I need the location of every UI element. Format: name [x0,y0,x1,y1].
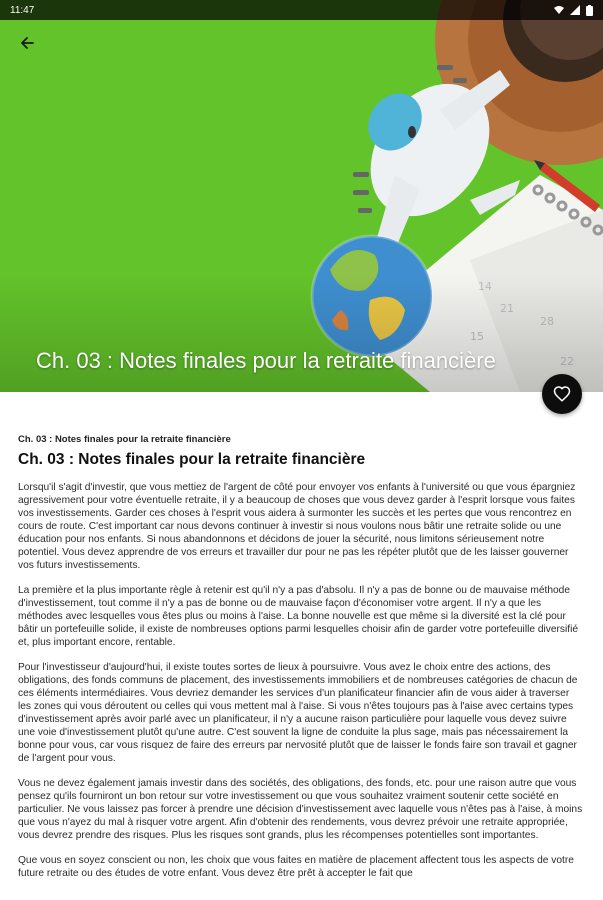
heart-outline-icon [553,385,571,403]
article-content [18,434,584,892]
favorite-button[interactable] [542,374,582,414]
hero-image [0,0,603,392]
article-paragraph: Pour l'investisseur d'aujourd'hui, il existe toutes sortes de lieux à poursuivre. Vous avez le choix entre des actions, des obligations, des fonds communs de placement, des investissements immobiliers et de nombreuses catégories de chacun de ces éléments intermédiaires. Vous devriez demander les services d'un planificateur financier afin de vous aider à traverser les zones qui vous déroutent ou celles qui vous mettent mal à l'aise. Si vous n'êtes toujours pas à l'aise avec certains types d'investissement après avoir parlé avec un planificateur, il n'y a aucune raison particulière pour laquelle vous devez suivre une voie d'investissement plutôt qu'une autre. C'est souvent la ligne de conduite la plus sage, mais pas nécessairement la bonne pour vous, car vous risquez de faire des erreurs par nervosité plutôt que de laisser le fonds faire son travail et gagner de l'argent pour vous. [18,662,578,764]
hero-title: Ch. 03 : Notes finales pour la retraite financière [36,348,496,373]
back-button[interactable] [14,30,40,56]
travel-photo-illustration [0,0,603,392]
arrow-left-icon [20,36,34,50]
breadcrumb: Ch. 03 : Notes finales pour la retraite financière [18,434,231,445]
article-title: Ch. 03 : Notes finales pour la retraite financière [18,451,366,468]
battery-icon [586,5,593,16]
wifi-icon [554,5,564,15]
signal-icon [570,5,580,15]
status-bar [0,0,603,20]
article-paragraph: Que vous en soyez conscient ou non, les choix que vous faites en matière de placement affectent tous les aspects de votre future retraite ou des études de votre enfant. Vous devez être prêt à accepter le fait que [18,855,574,879]
article-paragraph: La première et la plus importante règle à retenir est qu'il n'y a pas d'absolu. Il n'y a pas de bonne ou de mauvaise méthode d'investissement, tout comme il n'y a pas de bonne ou de mauvaise façon d'économiser votre argent. Il n'y a que les méthodes avec lesquelles vous êtes plus ou moins à l'aise. La bonne nouvelle est que même si la diversité est la clé pour bâtir un portefeuille solide, il existe de nombreuses options parmi lesquelles choisir afin de garder votre portefeuille diversifié et, plus important encore, rentable. [18,585,579,648]
status-icons [554,5,593,16]
status-time: 11:47 [10,4,35,16]
article-paragraph: Vous ne devez également jamais investir dans des sociétés, des obligations, des fonds, etc. pour une raison autre que vous pensez qu'ils fourniront un bon retour sur votre investissement ou que vous souhaitez vraiment soutenir cette société en particulier. Ne vous laissez pas forcer à prendre une décision d'investissement avec laquelle vous n'êtes pas à l'aise, à moins que vous n'ayez du mal à risquer votre argent. Afin d'obtenir des rendements, vous devrez prévoir une retraite appropriée, vous devrez prendre des risques. Plus les risques sont grands, plus les récompenses potentielles sont importantes. [18,778,583,841]
article-paragraph: Lorsqu'il s'agit d'investir, que vous mettiez de l'argent de côté pour envoyer vos enfants à l'université ou que vous épargniez agressivement pour votre éventuelle retraite, il y a beaucoup de choses que vous devez garder à l'esprit lorsque vous faites vos investissements. Garder ces choses à l'esprit vous aidera à surmonter les succès et les pertes que vous rencontrez en cours de route. C'est important car nous devons continuer à investir si nous voulons nous bâtir une retraite solide ou une éducation pour nos enfants. Si nous abandonnons et décidons de jouer la sécurité, nous limitons sérieusement notre potentiel. Vous devez apprendre de vos erreurs et travailler dur pour ne pas les répéter plutôt que de les laisser gouverner vos futurs investissements. [18,482,576,571]
